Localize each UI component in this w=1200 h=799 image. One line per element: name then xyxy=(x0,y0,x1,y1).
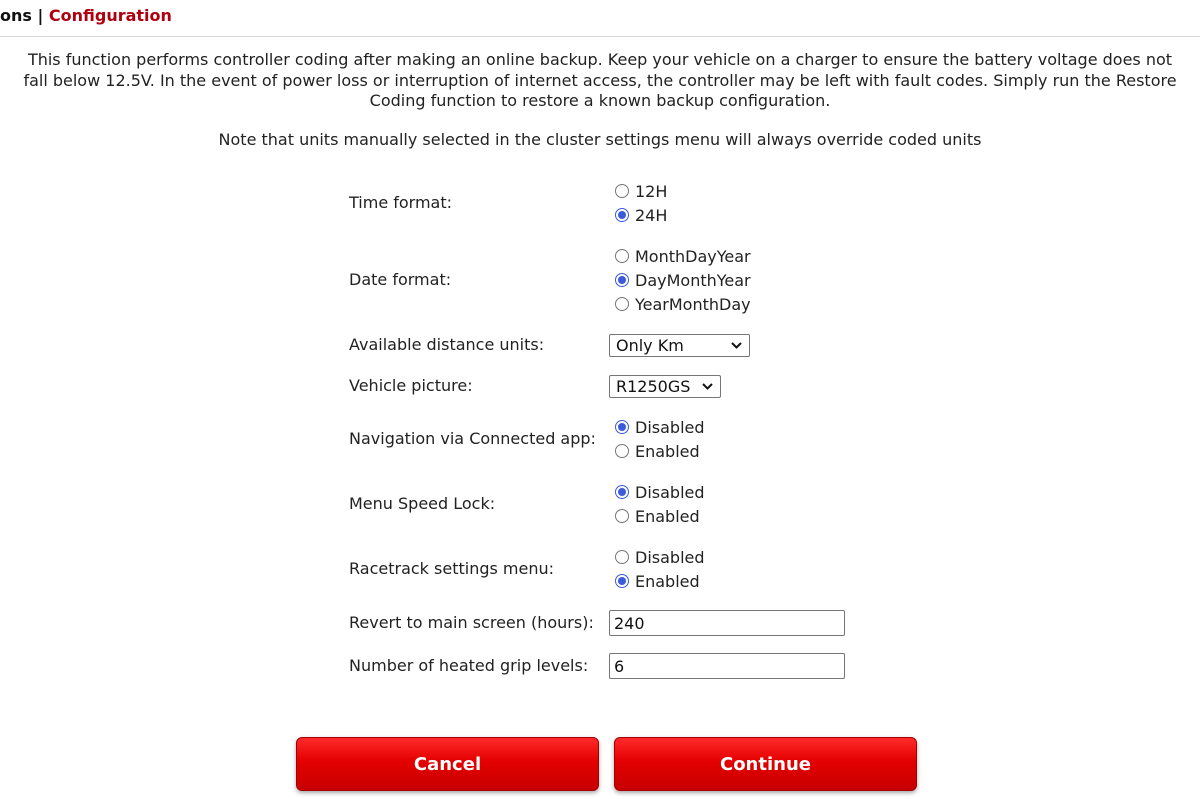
distance-units-value: Only Km xyxy=(616,336,684,355)
radio-unchecked xyxy=(615,509,629,523)
radio-unchecked xyxy=(615,184,629,198)
breadcrumb xyxy=(0,6,172,25)
radio-label: Enabled xyxy=(635,506,700,526)
navigation-label: Navigation via Connected app: xyxy=(349,429,596,448)
revert-main-screen-label: Revert to main screen (hours): xyxy=(349,613,594,632)
time-format-12h-radio[interactable] xyxy=(615,180,667,202)
date-format-monthdayyear-radio[interactable] xyxy=(615,245,751,267)
header-divider xyxy=(0,36,1200,37)
menu-speed-lock-label: Menu Speed Lock: xyxy=(349,494,496,513)
menu-speed-lock-enabled-radio[interactable] xyxy=(615,505,700,527)
intro-text: This function performs controller coding after making an online backup. Keep your vehicle on a charger to ensure the battery voltage does not fall below 12.5V. In the event of power loss or interruption of internet access, the controller may be left with fault codes. Simply run the Restore Coding function to restore a known backup configuration. xyxy=(23,50,1177,110)
radio-label: Disabled xyxy=(635,482,705,502)
vehicle-picture-select[interactable] xyxy=(609,375,721,398)
radio-label: Enabled xyxy=(635,571,700,591)
distance-units-label: Available distance units: xyxy=(349,335,545,354)
date-format-label: Date format: xyxy=(349,270,452,289)
vehicle-picture-value: R1250GS xyxy=(616,377,691,396)
radio-label: Enabled xyxy=(635,441,700,461)
date-format-yearmonthday-radio[interactable] xyxy=(615,293,751,315)
radio-label: 24H xyxy=(635,205,668,225)
radio-checked xyxy=(615,208,629,222)
heated-grip-levels-label: Number of heated grip levels: xyxy=(349,656,589,675)
radio-checked xyxy=(615,485,629,499)
radio-checked xyxy=(615,574,629,588)
time-format-24h-radio[interactable] xyxy=(615,204,667,226)
menu-speed-lock-disabled-radio[interactable] xyxy=(615,481,705,503)
breadcrumb-separator: | xyxy=(31,6,49,25)
radio-label: Disabled xyxy=(635,417,705,437)
chevron-down-icon xyxy=(730,339,743,352)
breadcrumb-current: Configuration xyxy=(48,6,172,25)
radio-unchecked xyxy=(615,550,629,564)
radio-unchecked xyxy=(615,444,629,458)
radio-unchecked xyxy=(615,249,629,263)
racetrack-menu-label: Racetrack settings menu: xyxy=(349,559,555,578)
revert-main-screen-input[interactable] xyxy=(609,610,845,636)
radio-label: 12H xyxy=(635,181,668,201)
radio-label: DayMonthYear xyxy=(635,270,751,290)
radio-checked xyxy=(615,420,629,434)
breadcrumb-previous[interactable]: ons xyxy=(0,6,32,25)
racetrack-menu-disabled-radio[interactable] xyxy=(615,546,705,568)
navigation-disabled-radio[interactable] xyxy=(615,416,705,438)
radio-label: Disabled xyxy=(635,547,705,567)
distance-units-select[interactable] xyxy=(609,334,750,357)
heated-grip-levels-input[interactable] xyxy=(609,653,845,679)
units-note: Note that units manually selected in the cluster settings menu will always override coded units xyxy=(218,130,982,149)
date-format-daymonthyear-radio[interactable] xyxy=(615,269,751,291)
cancel-button[interactable]: Cancel xyxy=(296,737,599,791)
vehicle-picture-label: Vehicle picture: xyxy=(349,376,473,395)
radio-checked xyxy=(615,273,629,287)
navigation-enabled-radio[interactable] xyxy=(615,440,700,462)
radio-unchecked xyxy=(615,297,629,311)
racetrack-menu-enabled-radio[interactable] xyxy=(615,570,700,592)
time-format-label: Time format: xyxy=(349,193,453,212)
chevron-down-icon xyxy=(701,380,714,393)
radio-label: YearMonthDay xyxy=(635,294,751,314)
radio-label: MonthDayYear xyxy=(635,246,751,266)
continue-button[interactable]: Continue xyxy=(614,737,917,791)
